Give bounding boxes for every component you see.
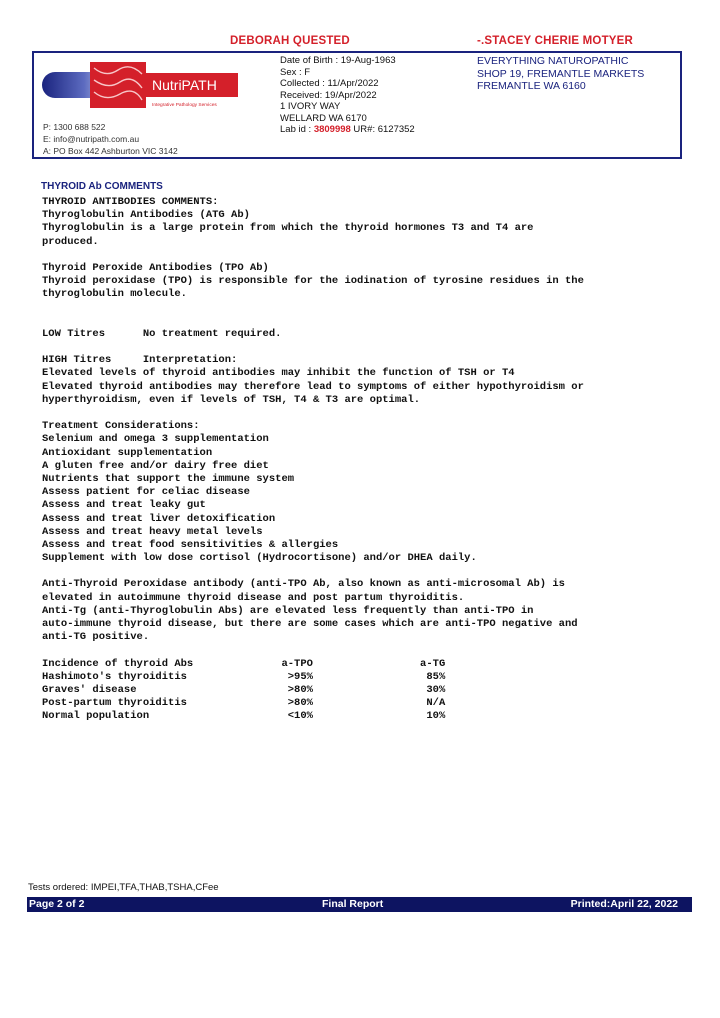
report-line: Treatment Considerations: — [42, 420, 200, 433]
report-line: Post-partum thyroiditis >80% N/A — [42, 697, 446, 710]
report-line: Anti-Thyroid Peroxidase antibody (anti-TPO Ab, also known as anti-microsomal Ab) is — [42, 578, 565, 591]
report-line: HIGH Titres Interpretation: — [42, 354, 238, 367]
report-line — [42, 341, 682, 354]
practitioner-line2: SHOP 19, FREMANTLE MARKETS — [477, 67, 645, 80]
report-line: Assess and treat food sensitivities & allergies — [42, 538, 339, 551]
footer-bar — [27, 897, 692, 912]
report-line: Nutrients that support the immune system — [42, 472, 295, 485]
svg-text:Integrative Pathology Services: Integrative Pathology Services — [152, 103, 217, 108]
report-line: Antioxidant supplementation — [42, 446, 213, 459]
report-line: LOW Titres No treatment required. — [42, 327, 282, 340]
received-date: Received: 19/Apr/2022 — [280, 89, 377, 101]
report-line: Elevated levels of thyroid antibodies may inhibit the function of TSH or T4 — [42, 367, 515, 380]
report-line: elevated in autoimmune thyroid disease and post partum thyroiditis. — [42, 591, 465, 604]
report-line — [42, 249, 682, 262]
page-number: Page 2 of 2 — [29, 898, 85, 910]
report-line — [42, 302, 682, 315]
lab-id: 3809998 — [313, 124, 351, 135]
patient-dob: Date of Birth : 19-Aug-1963 — [280, 55, 396, 66]
patient-address-line2: WELLARD WA 6170 — [280, 112, 367, 124]
report-line: Supplement with low dose cortisol (Hydrocortisone) and/or DHEA daily. — [42, 552, 477, 565]
report-line — [42, 407, 682, 420]
svg-text:NutriPATH: NutriPATH — [152, 77, 217, 93]
report-line: anti-TG positive. — [42, 631, 150, 644]
printed-date: Printed:April 22, 2022 — [570, 898, 678, 910]
report-line — [42, 644, 682, 657]
report-line: auto-immune thyroid disease, but there are some cases which are anti-TPO negative and — [42, 618, 578, 630]
report-line: thyroglobulin molecule. — [42, 288, 187, 301]
report-line: Thyroid Peroxide Antibodies (TPO Ab) — [42, 261, 269, 274]
report-line: Thyroglobulin Antibodies (ATG Ab) — [42, 209, 250, 222]
ur-number: UR#: 6127352 — [350, 124, 415, 135]
report-line: Hashimoto's thyroiditis >95% 85% — [42, 670, 446, 683]
tests-ordered: Tests ordered: IMPEI,TFA,THAB,TSHA,CFee — [28, 882, 219, 893]
report-line: Assess and treat leaky gut — [42, 499, 206, 512]
report-line: A gluten free and/or dairy free diet — [42, 459, 269, 472]
report-line — [42, 315, 682, 328]
report-line: Assess and treat liver detoxification — [42, 512, 276, 525]
practitioner-name: -.STACEY CHERIE MOTYER — [477, 35, 634, 47]
lab-contacts — [43, 121, 178, 157]
report-body — [42, 196, 682, 724]
report-line: hyperthyroidism, even if levels of TSH, T4 & T3 are optimal. — [42, 393, 421, 406]
patient-address-line1: 1 IVORY WAY — [280, 101, 341, 112]
lab-id-label: Lab id : — [280, 124, 314, 135]
report-line: Thyroid peroxidase (TPO) is responsible for the iodination of tyrosine residues in the — [42, 275, 584, 288]
report-line: Incidence of thyroid Abs a-TPO a-TG — [42, 657, 446, 670]
practitioner-info — [477, 55, 644, 93]
report-line: Normal population <10% 10% — [42, 710, 446, 723]
practitioner-line1: EVERYTHING NATUROPATHIC — [477, 55, 629, 67]
collected-date: Collected : 11/Apr/2022 — [280, 78, 379, 89]
report-line: Graves' disease >80% 30% — [42, 683, 446, 696]
report-line: Selenium and omega 3 supplementation — [42, 433, 269, 446]
practitioner-line3: FREMANTLE WA 6160 — [477, 80, 586, 92]
report-line: Assess patient for celiac disease — [42, 486, 250, 499]
section-title: THYROID Ab COMMENTS — [41, 181, 163, 192]
report-line: Elevated thyroid antibodies may therefore lead to symptoms of either hypothyroidism or — [42, 380, 584, 393]
report-line: produced. — [42, 235, 99, 248]
patient-name: DEBORAH QUESTED — [230, 35, 350, 47]
lab-id-row — [280, 124, 415, 136]
lab-address: A: PO Box 442 Ashburton VIC 3142 — [43, 146, 178, 156]
report-status: Final Report — [322, 898, 384, 910]
lab-phone: P: 1300 688 522 — [43, 122, 106, 132]
report-header-box — [32, 51, 682, 159]
patient-sex: Sex : F — [280, 66, 311, 78]
report-line: THYROID ANTIBODIES COMMENTS: — [42, 196, 219, 208]
report-line — [42, 565, 682, 578]
report-line: Assess and treat heavy metal levels — [42, 525, 263, 538]
nutripath-logo — [42, 62, 238, 110]
lab-email: E: info@nutripath.com.au — [43, 134, 140, 144]
patient-info — [280, 55, 415, 136]
report-line: Anti-Tg (anti-Thyroglobulin Abs) are elevated less frequently than anti-TPO in — [42, 604, 534, 617]
report-line: Thyroglobulin is a large protein from which the thyroid hormones T3 and T4 are — [42, 222, 534, 235]
